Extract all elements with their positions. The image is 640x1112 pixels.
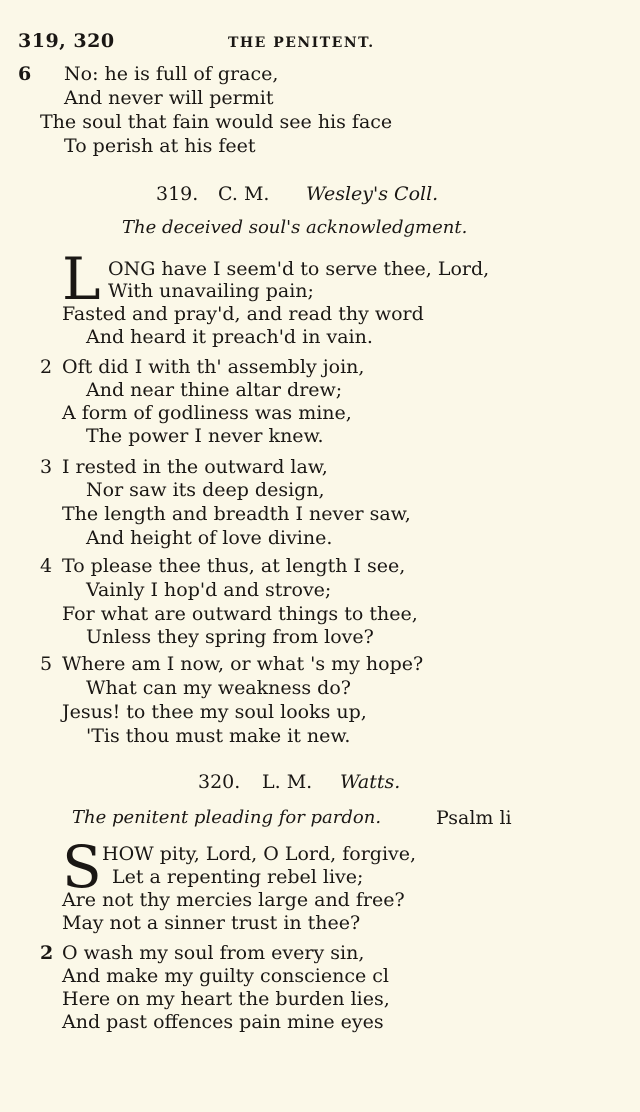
verse-line: With unavailing pain; bbox=[108, 280, 314, 302]
verse-line: O wash my soul from every sin, bbox=[62, 942, 365, 964]
drop-cap: L bbox=[62, 245, 101, 313]
hymn-subtitle: The penitent pleading for pardon. bbox=[72, 807, 382, 828]
psalm-reference: Psalm li bbox=[436, 807, 512, 829]
stanza-number: 3 bbox=[40, 456, 53, 478]
verse-line: Oft did I with th' assembly join, bbox=[62, 356, 365, 378]
hymn-meter: L. M. bbox=[262, 771, 313, 793]
drop-cap: S bbox=[62, 833, 102, 901]
verse-line: Where am I now, or what 's my hope? bbox=[62, 653, 424, 675]
verse-line: ONG have I seem'd to serve thee, Lord, bbox=[108, 258, 490, 280]
verse-line: And past offences pain mine eyes bbox=[62, 1011, 384, 1033]
verse-line: The soul that fain would see his face bbox=[40, 111, 393, 133]
verse-line: To please thee thus, at length I see, bbox=[62, 555, 406, 577]
verse-line: For what are outward things to thee, bbox=[62, 603, 418, 625]
page-numbers: 319, 320 bbox=[18, 30, 115, 52]
verse-line: What can my weakness do? bbox=[86, 677, 351, 699]
hymn-source: Wesley's Coll. bbox=[306, 183, 439, 205]
verse-line: Nor saw its deep design, bbox=[86, 479, 325, 501]
hymn-meter: C. M. bbox=[218, 183, 270, 205]
hymn-number: 319. bbox=[156, 183, 199, 205]
verse-line: Jesus! to thee my soul looks up, bbox=[62, 701, 367, 723]
verse-line: I rested in the outward law, bbox=[62, 456, 328, 478]
verse-line: 'Tis thou must make it new. bbox=[86, 725, 351, 747]
stanza-number: 2 bbox=[40, 942, 54, 964]
verse-line: And height of love divine. bbox=[86, 527, 333, 549]
running-title: THE PENITENT. bbox=[228, 35, 375, 51]
verse-line: And heard it preach'd in vain. bbox=[86, 326, 373, 348]
hymn-subtitle: The deceived soul's acknowledgment. bbox=[122, 217, 468, 238]
verse-line: May not a sinner trust in thee? bbox=[62, 912, 361, 934]
stanza-number: 5 bbox=[40, 653, 53, 675]
stanza-number: 4 bbox=[40, 555, 53, 577]
verse-line: Here on my heart the burden lies, bbox=[62, 988, 390, 1010]
verse-line: The length and breadth I never saw, bbox=[62, 503, 411, 525]
verse-line: To perish at his feet bbox=[64, 135, 256, 157]
verse-line: The power I never knew. bbox=[86, 425, 324, 447]
verse-line: A form of godliness was mine, bbox=[62, 402, 352, 424]
verse-line: Vainly I hop'd and strove; bbox=[86, 579, 332, 601]
verse-line: And never will permit bbox=[64, 87, 274, 109]
verse-line: HOW pity, Lord, O Lord, forgive, bbox=[102, 843, 417, 865]
verse-line: Are not thy mercies large and free? bbox=[62, 889, 405, 911]
verse-line: And near thine altar drew; bbox=[86, 379, 343, 401]
verse-line: And make my guilty conscience cl bbox=[62, 965, 389, 987]
hymn-number: 320. bbox=[198, 771, 241, 793]
verse-line: Unless they spring from love? bbox=[86, 626, 374, 648]
stanza-number: 2 bbox=[40, 356, 53, 378]
verse-line: Fasted and pray'd, and read thy word bbox=[62, 303, 424, 325]
hymn-source: Watts. bbox=[340, 771, 401, 793]
verse-line: No: he is full of grace, bbox=[64, 63, 279, 85]
verse-line: Let a repenting rebel live; bbox=[112, 866, 364, 888]
stanza-number: 6 bbox=[18, 63, 32, 85]
